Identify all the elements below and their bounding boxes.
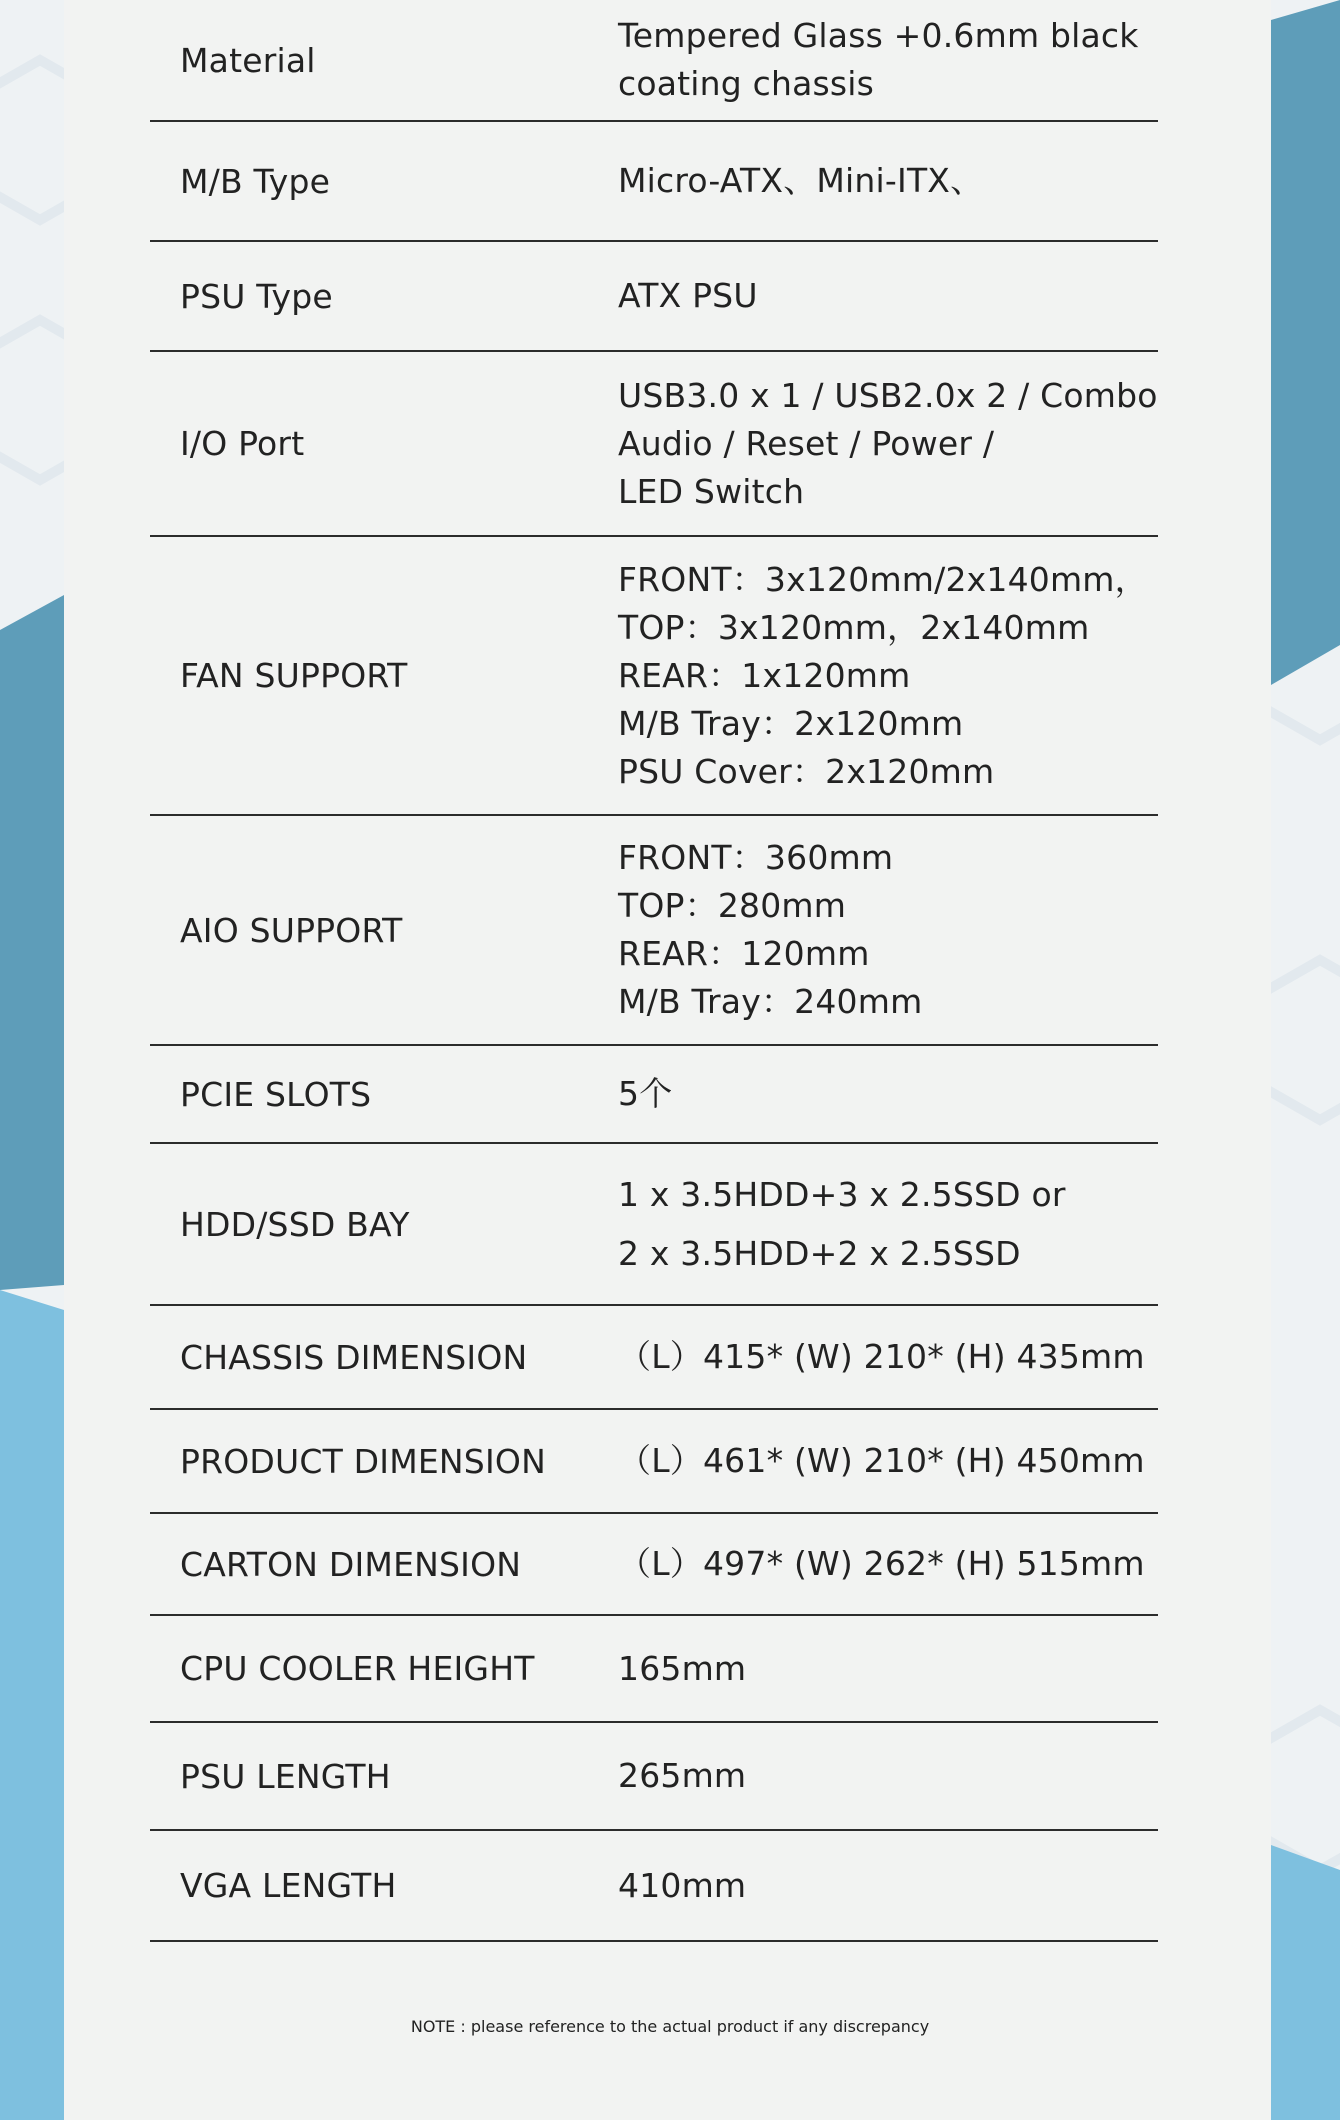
spec-row-material	[150, 0, 1158, 122]
spec-value	[618, 122, 1158, 240]
spec-label: VGA LENGTH	[180, 1866, 397, 1905]
spec-value-line: REAR：120mm	[618, 934, 870, 973]
spec-row-psu-length	[150, 1723, 1158, 1831]
spec-value	[618, 1616, 1158, 1721]
spec-value-line: 265mm	[618, 1756, 747, 1795]
spec-value	[618, 1410, 1158, 1512]
spec-value-line: USB3.0 x 1 / USB2.0x 2 / Combo	[618, 375, 1158, 415]
spec-label: CHASSIS DIMENSION	[180, 1337, 528, 1377]
spec-value	[618, 1723, 1158, 1829]
spec-label: M/B Type	[180, 161, 331, 201]
spec-label: HDD/SSD BAY	[180, 1204, 410, 1244]
spec-row-fan-support	[150, 537, 1158, 816]
spec-value-line: Micro-ATX、Mini-ITX、	[618, 161, 984, 200]
spec-value-line: FRONT：3x120mm/2x140mm，	[618, 559, 1148, 599]
spec-value-line: REAR：1x120mm	[618, 655, 911, 695]
spec-label: PCIE SLOTS	[180, 1074, 372, 1114]
spec-value	[618, 0, 1158, 120]
spec-value-line: 2 x 3.5HDD+2 x 2.5SSD	[618, 1234, 1021, 1273]
spec-value	[618, 816, 1158, 1044]
spec-value-line: TOP：3x120mm，2x140mm	[618, 607, 1090, 647]
spec-value	[618, 242, 1158, 350]
spec-value-line: 5个	[618, 1074, 673, 1113]
spec-value	[618, 1046, 1158, 1142]
disclaimer-note: NOTE : please reference to the actual product if any discrepancy	[410, 2017, 930, 2036]
spec-value-line: TOP：280mm	[618, 886, 847, 925]
spec-value	[618, 1831, 1158, 1940]
spec-value-line: PSU Cover：2x120mm	[618, 751, 995, 791]
spec-row-pcie-slots	[150, 1046, 1158, 1144]
spec-label: Material	[180, 40, 316, 80]
spec-row-mb-type	[150, 122, 1158, 242]
spec-row-io-port	[150, 352, 1158, 537]
spec-value-line: M/B Tray：240mm	[618, 982, 923, 1021]
spec-row-psu-type	[150, 242, 1158, 352]
spec-value	[618, 1514, 1158, 1614]
spec-label: CPU COOLER HEIGHT	[180, 1649, 535, 1688]
spec-row-aio-support	[150, 816, 1158, 1046]
spec-value	[618, 1144, 1158, 1304]
spec-value-line: FRONT：360mm	[618, 838, 894, 877]
spec-value-line: ATX PSU	[618, 276, 758, 315]
spec-row-product-dimension	[150, 1410, 1158, 1514]
spec-label: PSU LENGTH	[180, 1756, 391, 1796]
spec-value-line: Tempered Glass +0.6mm black	[618, 16, 1139, 55]
spec-value-line: LED Switch	[618, 471, 805, 511]
spec-value-line: 410mm	[618, 1865, 747, 1905]
spec-label: I/O Port	[180, 424, 305, 463]
spec-value-line: coating chassis	[618, 64, 875, 103]
spec-value-line: Audio / Reset / Power /	[618, 423, 995, 463]
spec-row-carton-dimension	[150, 1514, 1158, 1616]
spec-label: FAN SUPPORT	[180, 656, 408, 695]
spec-value-line: 1 x 3.5HDD+3 x 2.5SSD or	[618, 1175, 1066, 1214]
spec-value-line: （L）415* (W) 210* (H) 435mm	[618, 1337, 1145, 1376]
spec-label: CARTON DIMENSION	[180, 1544, 522, 1584]
spec-label: AIO SUPPORT	[180, 910, 403, 950]
spec-value-line: M/B Tray：2x120mm	[618, 703, 964, 743]
spec-value	[618, 1306, 1158, 1408]
spec-value-line: （L）497* (W) 262* (H) 515mm	[618, 1544, 1145, 1583]
spec-value-line: 165mm	[618, 1648, 747, 1688]
spec-row-vga-length	[150, 1831, 1158, 1942]
spec-label: PSU Type	[180, 276, 333, 316]
spec-value-line: （L）461* (W) 210* (H) 450mm	[618, 1441, 1145, 1480]
spec-label: PRODUCT DIMENSION	[180, 1441, 546, 1481]
spec-value	[618, 352, 1158, 535]
spec-row-chassis-dimension	[150, 1306, 1158, 1410]
spec-value	[618, 537, 1158, 814]
spec-row-hdd-ssd-bay	[150, 1144, 1158, 1306]
spec-row-cpu-cooler-height	[150, 1616, 1158, 1723]
